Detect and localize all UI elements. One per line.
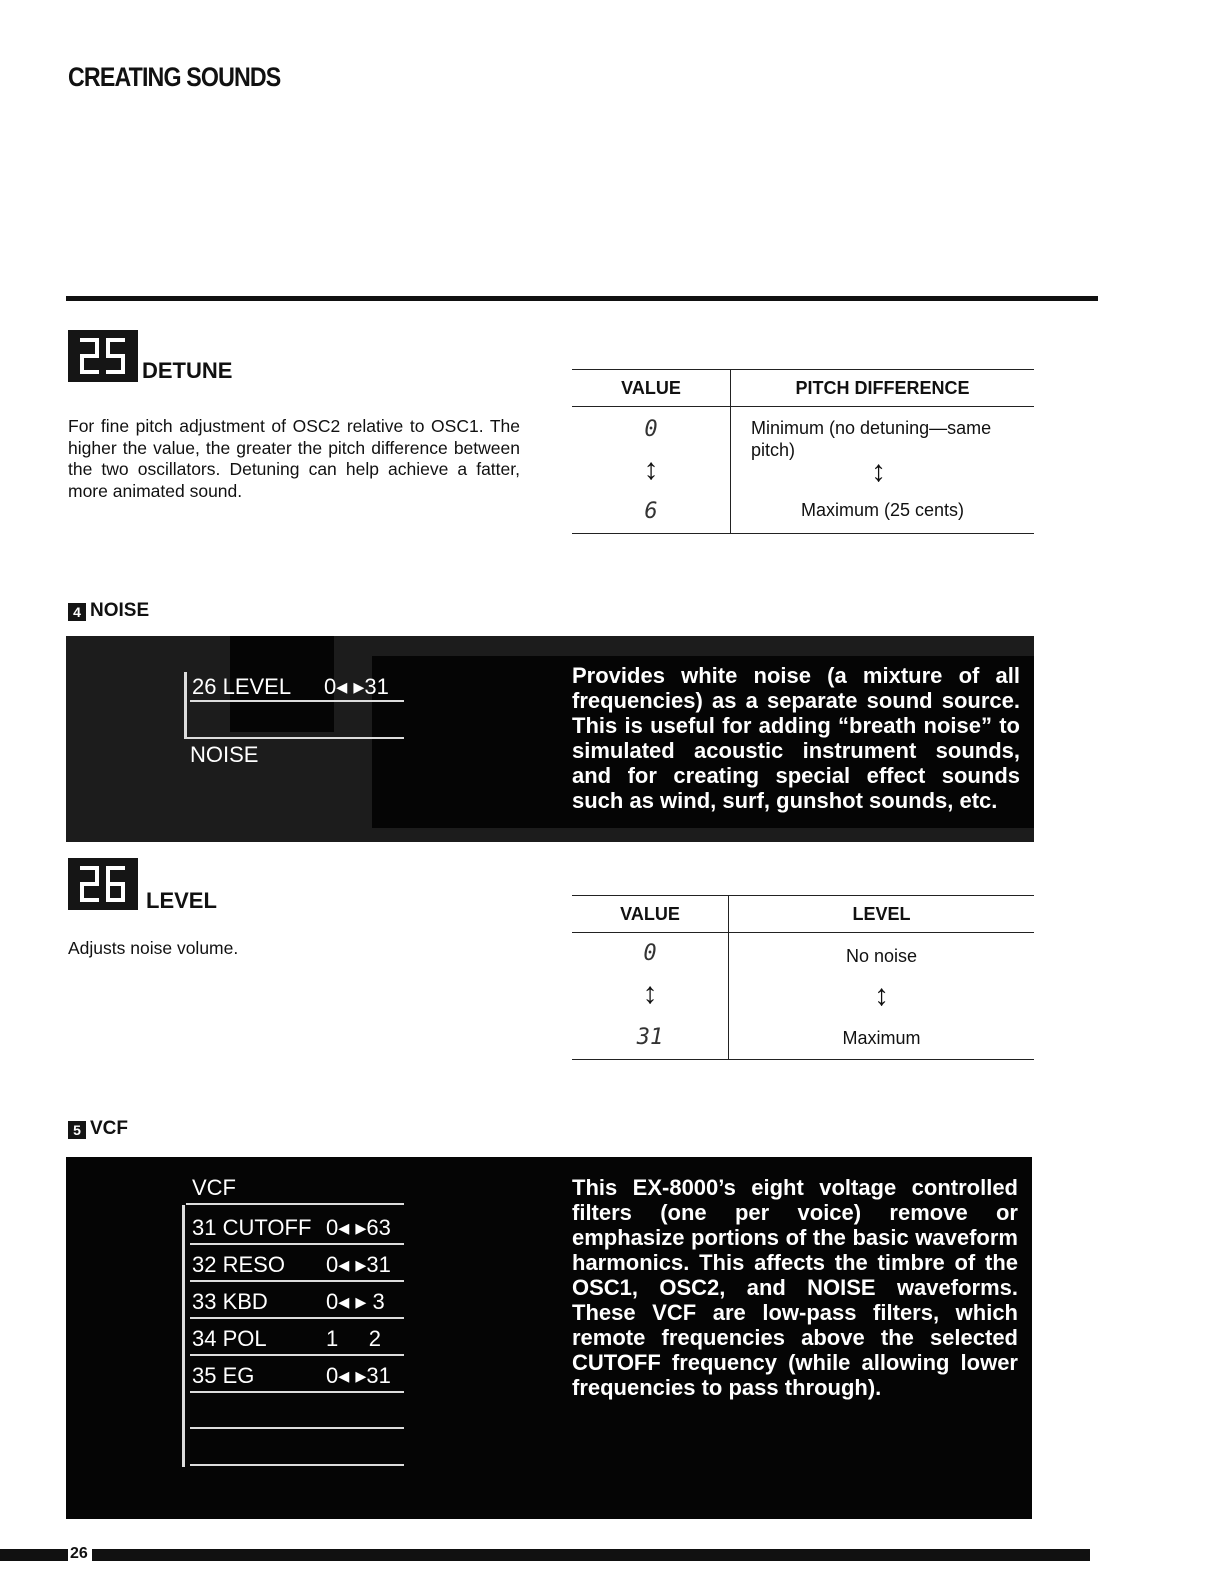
detune-min-label: Minimum (no detuning—same pitch) <box>751 418 992 460</box>
vcf-panel <box>66 1157 1032 1519</box>
noise-level-range: 0◂ ▸31 <box>324 674 389 699</box>
level-title: LEVEL <box>146 888 217 913</box>
footer-bar <box>92 1549 1090 1561</box>
page-number: 26 <box>70 1545 88 1562</box>
detune-badge <box>68 330 138 382</box>
vcf-row-eg <box>190 1363 406 1393</box>
detune-description: For fine pitch adjustment of OSC2 relative to OSC1. The higher the value, the greater the pitch difference between the two oscillators. Detuning can help achieve a fatter, more animated sound. <box>68 416 520 501</box>
noise-level-param: 26 LEVEL <box>192 674 292 699</box>
detune-max-value: 6 <box>644 499 658 524</box>
up-down-arrow-icon: ↕ <box>874 979 889 1012</box>
level-min-value: 0 <box>643 941 657 966</box>
noise-section-label: NOISE <box>90 600 150 621</box>
level-badge <box>68 858 138 910</box>
vcf-param: 31 CUTOFF <box>192 1215 312 1240</box>
detune-heading <box>68 330 232 382</box>
vcf-param: 35 EG <box>192 1363 255 1388</box>
detune-max-label: Maximum (25 cents) <box>800 500 965 520</box>
level-max-value: 31 <box>636 1025 664 1050</box>
vcf-row-pol <box>190 1326 406 1356</box>
vcf-param: 34 POL <box>192 1326 267 1351</box>
detune-min-value: 0 <box>644 417 658 442</box>
noise-module-name: NOISE <box>190 742 259 767</box>
up-down-arrow-icon: ↕ <box>871 455 886 488</box>
table-header-value: VALUE <box>572 896 729 933</box>
noise-panel <box>66 636 1034 842</box>
vcf-row-kbd <box>190 1289 406 1319</box>
vcf-range: 0◂ ▸31 <box>326 1363 391 1388</box>
noise-section-number: 4 <box>68 603 86 621</box>
vcf-param: 32 RESO <box>192 1252 285 1277</box>
vcf-param: 33 KBD <box>192 1289 268 1314</box>
vcf-module-name: VCF <box>192 1175 236 1200</box>
level-description: Adjusts noise volume. <box>68 938 239 958</box>
noise-section-heading <box>68 600 149 622</box>
vcf-section-heading <box>68 1118 128 1140</box>
vcf-section-label: VCF <box>90 1118 128 1139</box>
seven-segment-25-icon <box>75 336 131 376</box>
vcf-description: This EX-8000’s eight voltage controlled filters (one per voice) remove or emphasize portions of the basic waveform harmonics. This affects the timbre of the OSC1, OSC2, and NOISE waveforms. These VCF are low-pass filters, which remote frequencies above the selected CUTOFF frequency (while allowing lower frequencies to pass through). <box>572 1175 1018 1400</box>
vcf-range: 1 2 <box>326 1326 382 1351</box>
level-min-label: No noise <box>845 946 918 966</box>
vcf-range: 0◂ ▸ 3 <box>326 1289 385 1314</box>
vcf-range: 0◂ ▸63 <box>326 1215 391 1240</box>
vcf-row-reso <box>190 1252 406 1282</box>
footer-bar <box>0 1549 68 1561</box>
level-max-label: Maximum <box>842 1028 921 1048</box>
up-down-arrow-icon: ↕ <box>643 453 659 486</box>
noise-description: Provides white noise (a mixture of all frequencies) as a separate sound source. This is useful for adding “breath noise” to simulated acoustic instrument sounds, and for creating special effect sounds such as wind, surf, gunshot sounds, etc. <box>572 663 1020 813</box>
table-header-value: VALUE <box>572 370 731 407</box>
seven-segment-26-icon <box>75 864 131 904</box>
table-header-level: LEVEL <box>729 896 1035 933</box>
detune-title: DETUNE <box>142 358 233 383</box>
up-down-arrow-icon: ↕ <box>642 977 658 1010</box>
vcf-row-cutoff <box>190 1215 406 1245</box>
vcf-range: 0◂ ▸31 <box>326 1252 391 1277</box>
level-value-table <box>572 895 1034 1060</box>
level-heading <box>68 858 217 913</box>
detune-value-table <box>572 369 1034 534</box>
top-divider <box>66 296 1098 301</box>
vcf-section-number: 5 <box>68 1121 86 1139</box>
table-header-pitch-difference: PITCH DIFFERENCE <box>731 370 1035 407</box>
page-title: CREATING SOUNDS <box>68 62 281 92</box>
